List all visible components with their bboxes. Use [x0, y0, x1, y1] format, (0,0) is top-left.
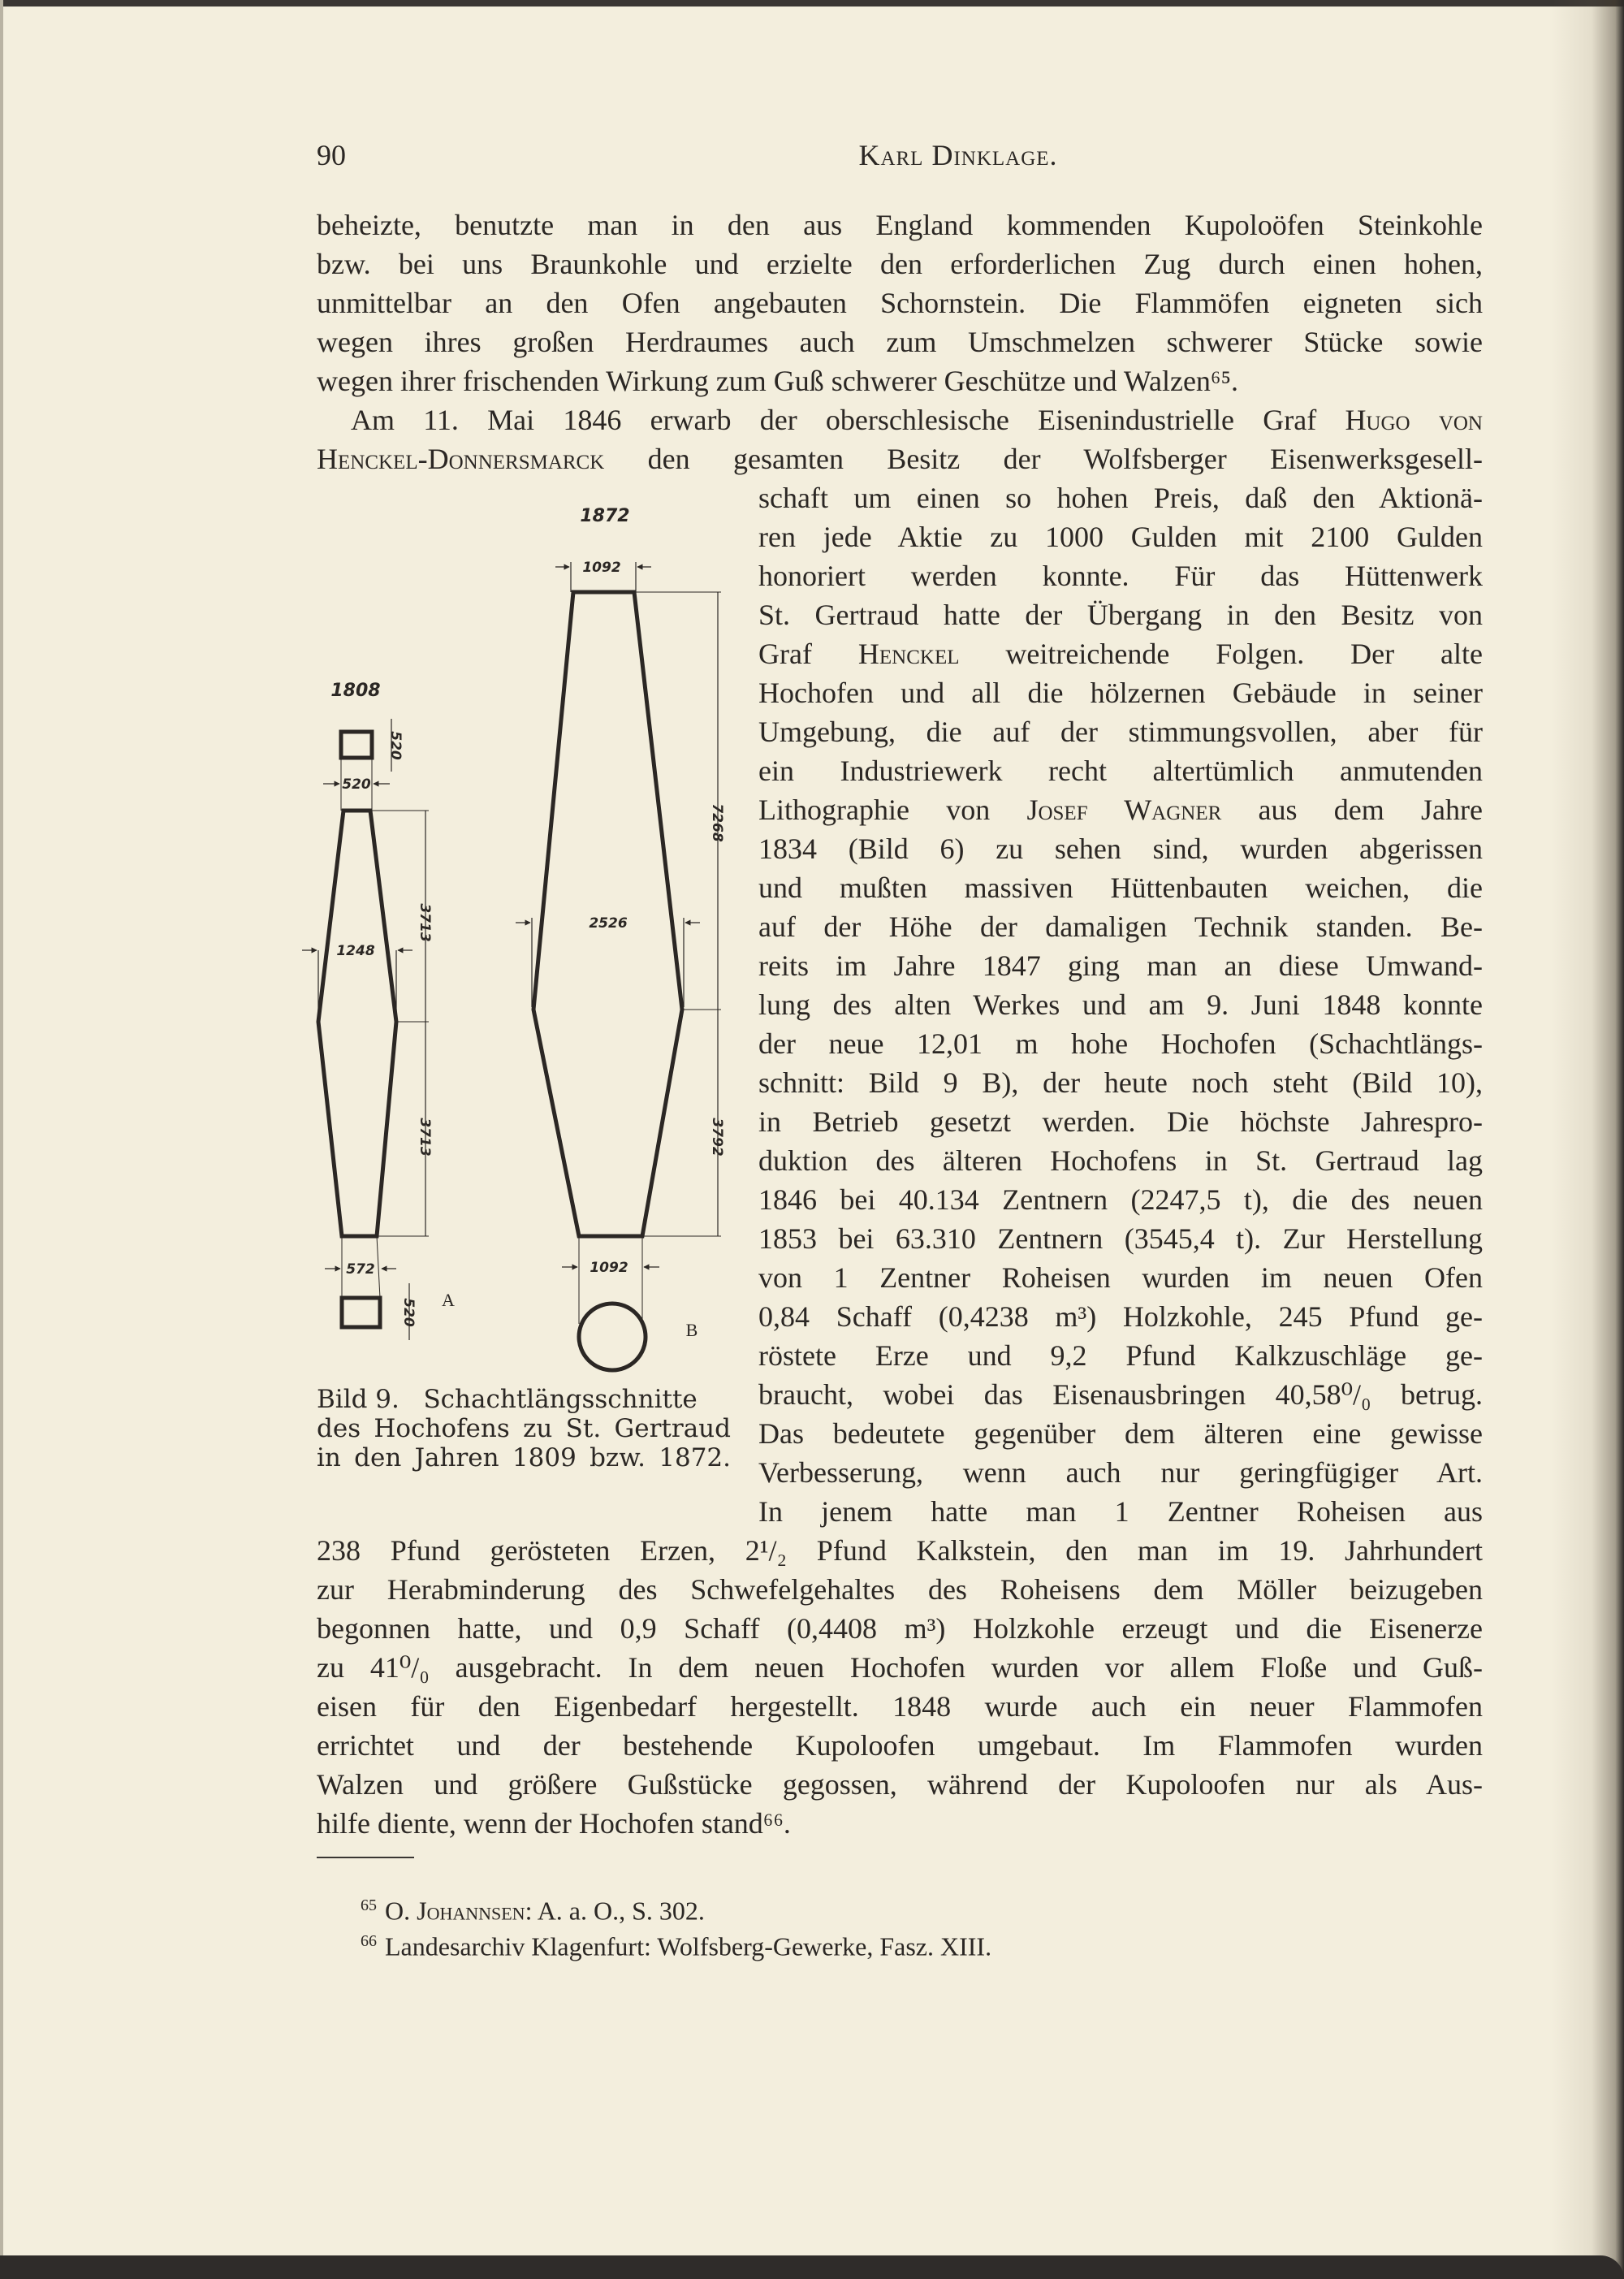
text-line — [758, 595, 1483, 634]
text-line — [758, 751, 1483, 790]
text-line — [758, 556, 1483, 595]
text-line — [758, 1336, 1483, 1375]
text-line — [317, 1726, 1483, 1765]
text-segment: und mußten massiven Hüttenbauten weichen, die — [758, 871, 1483, 904]
text-segment: lung des alten Werkes und am 9. Juni 1848 konnte — [758, 988, 1483, 1021]
dim-a-belly-width: 1248 — [336, 943, 375, 959]
text-segment: auf der Höhe der damaligen Technik standen. Be- — [758, 910, 1483, 943]
text-segment: Graf — [758, 638, 858, 670]
text-segment: errichtet und der bestehende Kupoloofen umgebaut. Im Flammofen wurden — [317, 1729, 1483, 1762]
text-segment: 1853 bei 63.310 Zentnern (3545,4 t). Zur Herstellung — [758, 1222, 1483, 1255]
text-line — [758, 1102, 1483, 1141]
dim-a-top-height: 520 — [387, 731, 404, 760]
text-segment: 0,84 Schaff (0,4238 m³) Holzkohle, 245 Pfund ge- — [758, 1300, 1483, 1333]
text-segment: wegen ihrer frischenden Wirkung zum Guß schwerer Geschütze und Walzen⁶⁵. — [317, 365, 1239, 397]
text-segment: röstete Erze und 9,2 Pfund Kalkzuschläge ge- — [758, 1339, 1483, 1372]
small-caps-name: Henckel — [857, 638, 960, 670]
text-segment: bzw. bei uns Braunkohle und erzielte den erforderlichen Zug durch einen hohen, — [317, 248, 1483, 280]
footnote-author: O. Johannsen — [385, 1896, 525, 1926]
page-number: 90 — [317, 139, 346, 171]
text-segment: hilfe diente, wenn der Hochofen stand⁶⁶. — [317, 1807, 791, 1840]
text-segment: von 1 Zentner Roheisen wurden im neuen Ofen — [758, 1261, 1483, 1294]
text-line — [758, 790, 1483, 829]
footnote-65 — [361, 1889, 705, 1927]
text-segment: beheizte, benutzte man in den aus England kommenden Kupoloöfen Steinkohle — [317, 209, 1483, 241]
figure-caption-line: des Hochofens zu St. Gertraud — [317, 1414, 731, 1443]
small-caps-name: Henckel-Donnersmarck — [317, 443, 605, 475]
dim-b-bottom-width: 1092 — [590, 1260, 628, 1276]
text-segment: reits im Jahre 1847 ging man an diese Umwand- — [758, 949, 1483, 982]
text-segment: Umgebung, die auf der stimmungsvollen, aber für — [758, 716, 1483, 748]
footnote-text: Landesarchiv Klagenfurt: Wolfsberg-Gewerke, Fasz. XIII. — [385, 1931, 992, 1961]
dim-b-top-width: 1092 — [582, 560, 621, 576]
small-caps-name: Hugo von — [1345, 404, 1483, 436]
dim-a-lower-height: 3713 — [417, 1118, 433, 1157]
text-segment: braucht, wobei das Eisenausbringen 40,58⁰/₀ betrug. — [758, 1378, 1483, 1411]
furnace-b-year: 1872 — [580, 506, 630, 526]
text-line — [317, 1570, 1483, 1609]
text-segment: in Betrieb gesetzt werden. Die höchste Jahrespro- — [758, 1105, 1483, 1138]
dim-b-lower-height: 3792 — [709, 1118, 725, 1157]
text-line — [317, 322, 1483, 361]
furnace-a-label: A — [442, 1290, 455, 1310]
text-segment: zu 41⁰/₀ ausgebracht. In dem neuen Hochofen wurden vor allem Floße und Guß- — [317, 1651, 1483, 1684]
small-caps-name: Josef Wagner — [1026, 794, 1222, 826]
footnote-number: 65 — [361, 1896, 377, 1914]
figure-caption-line: Bild 9. Schachtlängsschnitte — [317, 1385, 698, 1414]
text-segment: St. Gertraud hatte der Übergang in den Besitz von — [758, 599, 1483, 631]
text-segment: 1846 bei 40.134 Zentnern (2247,5 t), die des neuen — [758, 1183, 1483, 1216]
dim-a-upper-height: 3713 — [417, 903, 433, 942]
book-gutter-shadow — [1551, 0, 1624, 2279]
text-segment: Hochofen und all die hölzernen Gebäude in seiner — [758, 677, 1483, 709]
text-line — [317, 1609, 1483, 1648]
footnote-text: : A. a. O., S. 302. — [525, 1896, 705, 1926]
text-segment: ren jede Aktie zu 1000 Gulden mit 2100 Gulden — [758, 521, 1483, 553]
text-line — [758, 1297, 1483, 1336]
text-line — [317, 205, 1483, 244]
text-line — [758, 1258, 1483, 1297]
dim-b-upper-height: 7268 — [709, 803, 725, 842]
text-line — [758, 985, 1483, 1024]
text-segment: wegen ihres großen Herdraumes auch zum Umschmelzen schwerer Stücke sowie — [317, 326, 1483, 358]
furnace-section-figure — [300, 487, 755, 1462]
text-line — [758, 673, 1483, 712]
page-left-edge — [0, 0, 3, 2279]
furnace-b-label: B — [685, 1320, 698, 1340]
text-segment: schnitt: Bild 9 B), der heute noch steht (Bild 10), — [758, 1066, 1483, 1099]
text-segment: begonnen hatte, und 0,9 Schaff (0,4408 m³) Holzkohle erzeugt und die Eisenerze — [317, 1612, 1483, 1645]
text-line — [317, 400, 1483, 439]
text-line — [317, 361, 1483, 400]
text-segment: eisen für den Eigenbedarf hergestellt. 1848 wurde auch ein neuer Flammofen — [317, 1690, 1483, 1723]
running-title: Karl Dinklage. — [858, 139, 1058, 171]
text-line — [758, 634, 1483, 673]
text-segment: den gesamten Besitz der Wolfsberger Eisenwerksgesell- — [604, 443, 1483, 475]
text-line — [317, 439, 1483, 478]
text-segment: der neue 12,01 m hohe Hochofen (Schachtlängs- — [758, 1027, 1483, 1060]
text-segment: zur Herabminderung des Schwefelgehaltes des Roheisens dem Möller beizugeben — [317, 1573, 1483, 1606]
footnote-rule — [317, 1857, 414, 1858]
text-line — [758, 1375, 1483, 1414]
footnote-number: 66 — [361, 1932, 377, 1950]
text-line — [758, 1414, 1483, 1453]
text-line — [758, 1024, 1483, 1063]
text-line — [758, 868, 1483, 907]
text-segment: 238 Pfund gerösteten Erzen, 2¹/₂ Pfund Kalkstein, den man im 19. Jahrhundert — [317, 1534, 1483, 1567]
text-line — [317, 1531, 1483, 1570]
text-segment: Verbesserung, wenn auch nur geringfügiger Art. — [758, 1456, 1483, 1489]
text-line — [758, 907, 1483, 946]
text-line — [758, 712, 1483, 751]
text-line — [758, 1453, 1483, 1492]
text-line — [758, 829, 1483, 868]
text-line — [758, 1141, 1483, 1180]
text-line — [317, 244, 1483, 283]
text-segment: Lithographie von — [758, 794, 1027, 826]
furnace-b-drawing — [516, 562, 721, 1370]
text-line — [758, 517, 1483, 556]
text-segment: weitreichende Folgen. Der alte — [959, 638, 1483, 670]
text-segment: aus dem Jahre — [1221, 794, 1483, 826]
dim-b-belly-width: 2526 — [589, 915, 628, 932]
furnace-a-year: 1808 — [330, 681, 381, 701]
text-segment: ein Industriewerk recht altertümlich anmutenden — [758, 755, 1483, 787]
text-line — [317, 1765, 1483, 1804]
dim-a-bottom-width: 572 — [346, 1261, 375, 1278]
text-line — [758, 1180, 1483, 1219]
text-line — [317, 1648, 1483, 1687]
text-line — [758, 1492, 1483, 1531]
text-line — [317, 1687, 1483, 1726]
text-segment: unmittelbar an den Ofen angebauten Schornstein. Die Flammöfen eigneten sich — [317, 287, 1483, 319]
text-line — [758, 1219, 1483, 1258]
text-line — [758, 478, 1483, 517]
text-segment: honoriert werden konnte. Für das Hüttenwerk — [758, 560, 1483, 592]
dim-a-top-width: 520 — [342, 776, 371, 793]
footnote-66 — [361, 1925, 991, 1963]
figure-caption-line: in den Jahren 1809 bzw. 1872. — [317, 1443, 731, 1472]
text-segment: In jenem hatte man 1 Zentner Roheisen aus — [758, 1495, 1483, 1528]
text-segment: Walzen und größere Gußstücke gegossen, während der Kupoloofen nur als Aus- — [317, 1768, 1483, 1801]
text-segment: Am 11. Mai 1846 erwarb der oberschlesische Eisenindustrielle Graf — [351, 404, 1345, 436]
dim-a-bottom-height: 520 — [400, 1298, 417, 1327]
text-segment: 1834 (Bild 6) zu sehen sind, wurden abgerissen — [758, 832, 1483, 865]
text-line — [758, 1063, 1483, 1102]
scan-top-border — [0, 0, 1624, 6]
text-segment: duktion des älteren Hochofens in St. Gertraud lag — [758, 1144, 1483, 1177]
text-segment: schaft um einen so hohen Preis, daß den Aktionä- — [758, 482, 1483, 514]
text-segment: Das bedeutete gegenüber dem älteren eine gewisse — [758, 1417, 1483, 1450]
text-line — [758, 946, 1483, 985]
text-line — [317, 1804, 1483, 1843]
text-line — [317, 283, 1483, 322]
scan-bottom-border — [0, 2255, 1624, 2279]
furnace-a-drawing — [302, 719, 429, 1340]
